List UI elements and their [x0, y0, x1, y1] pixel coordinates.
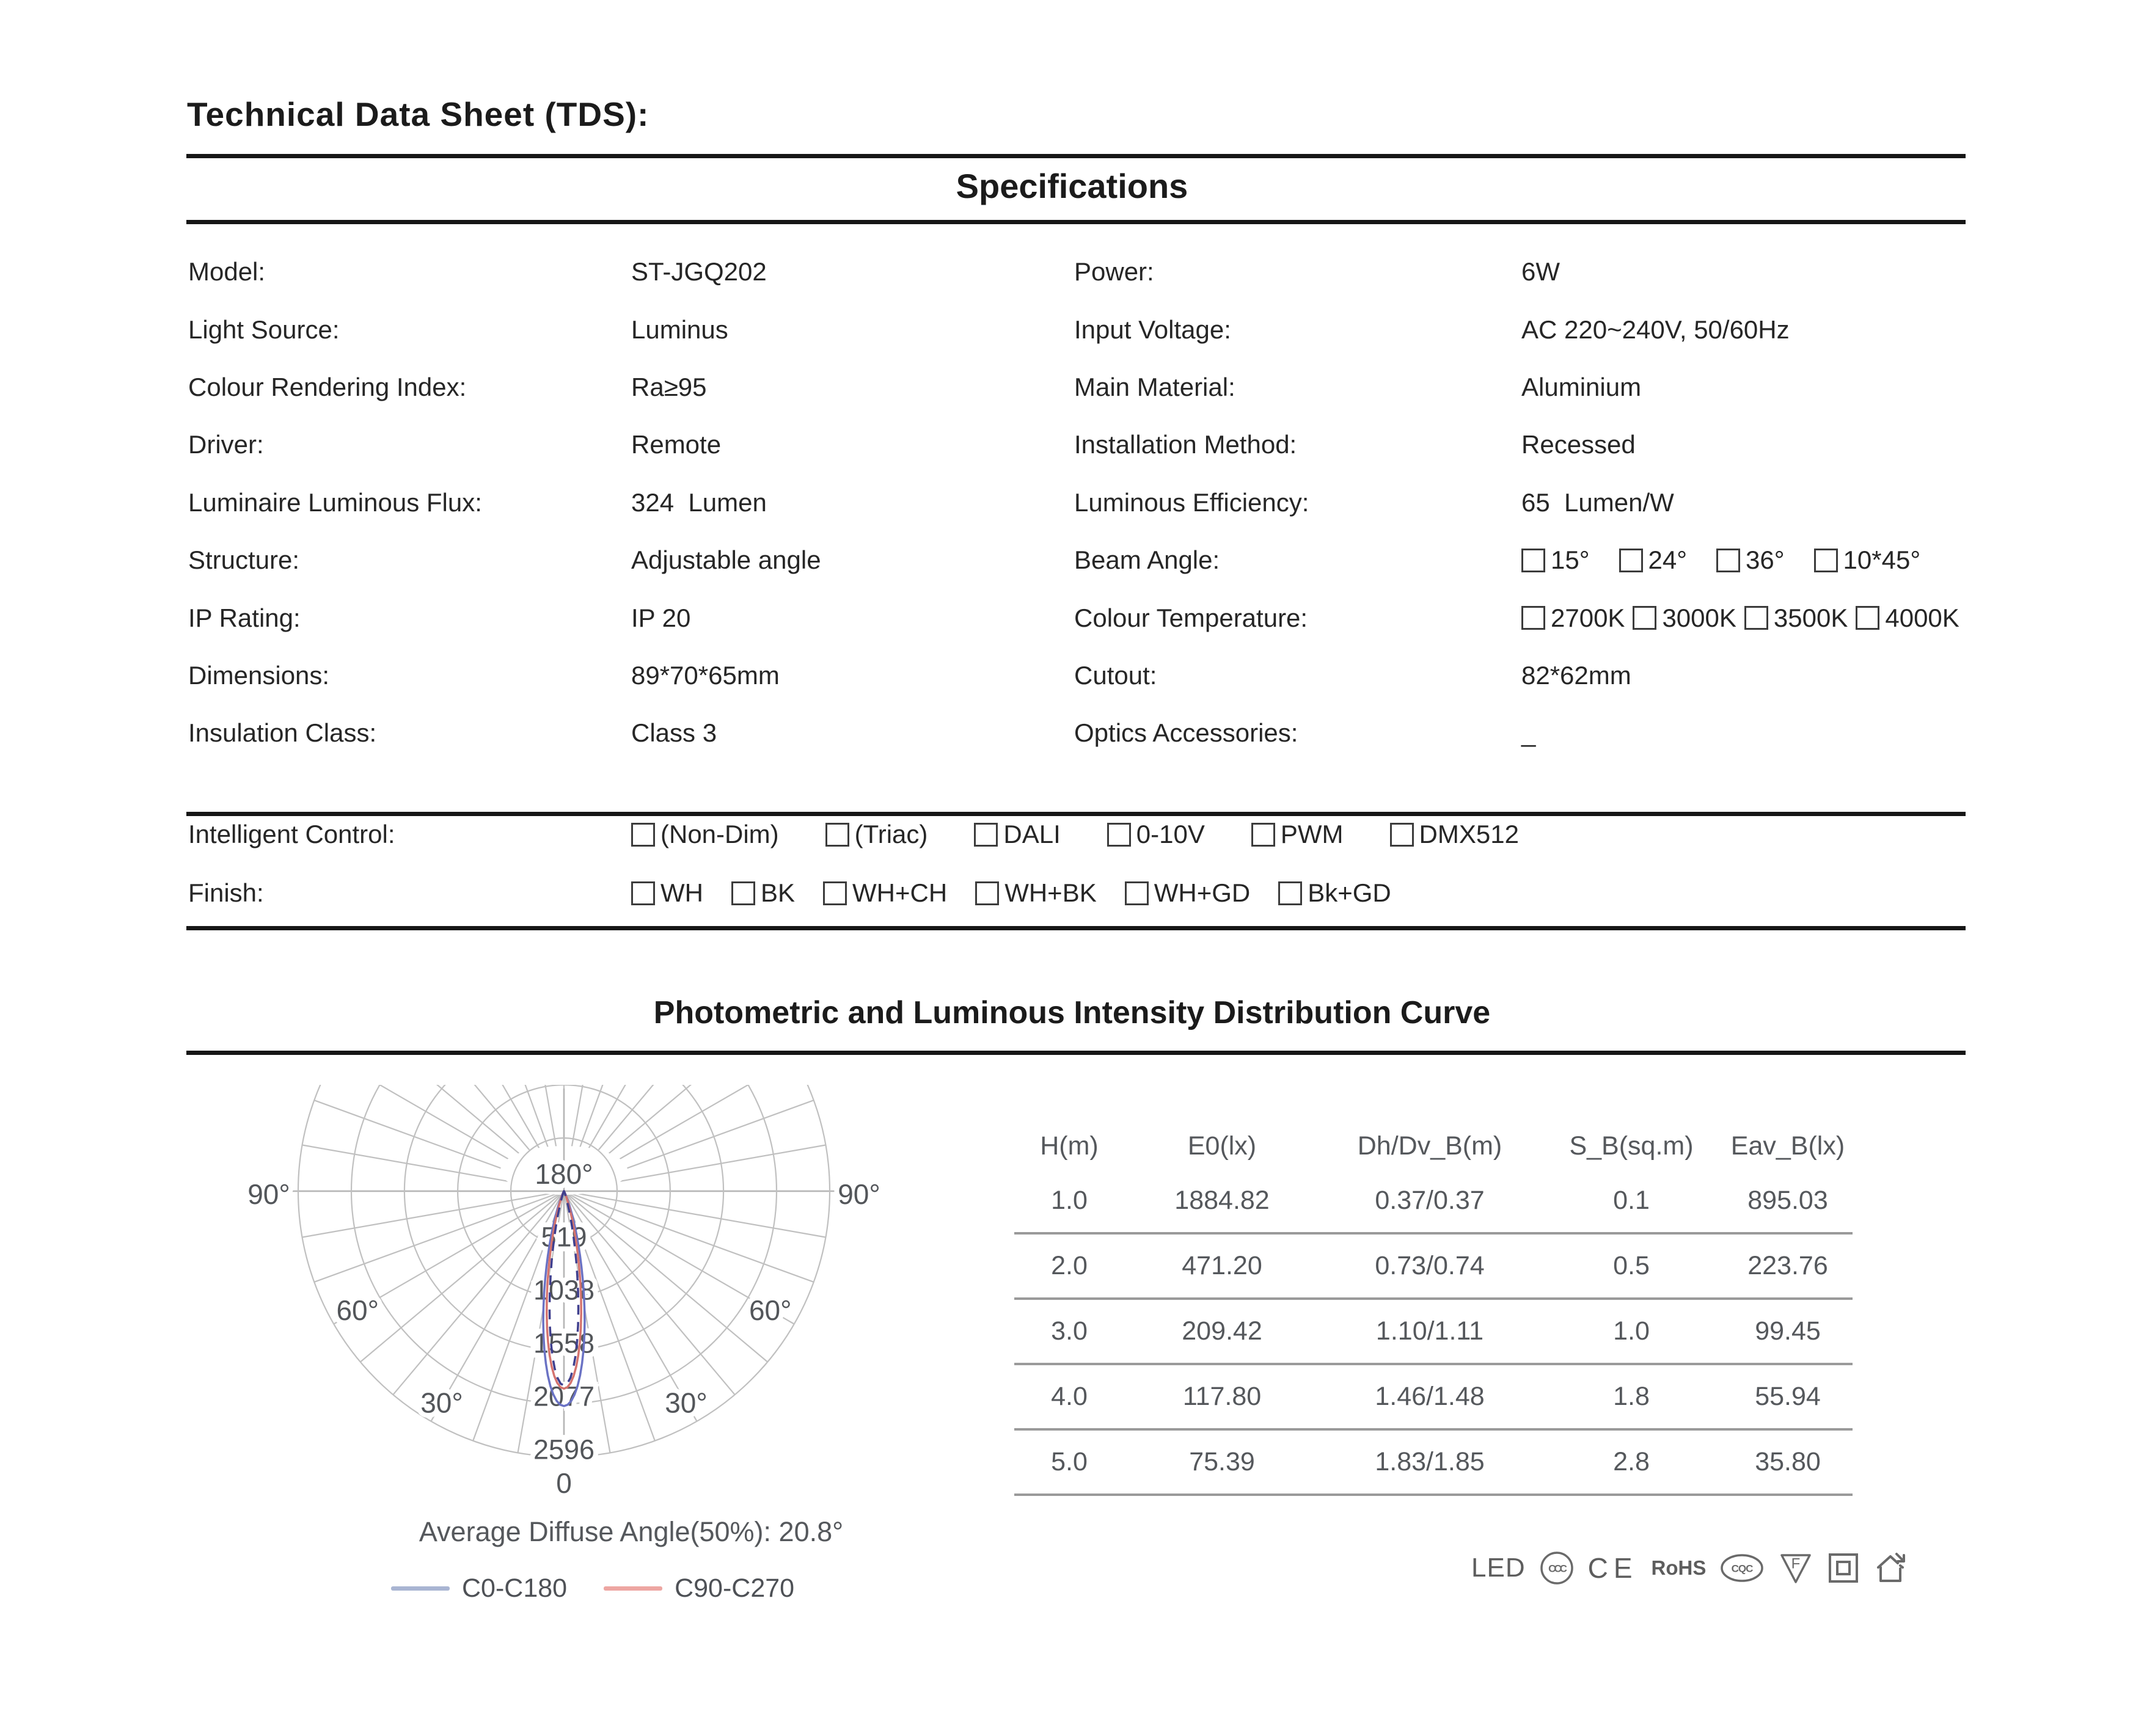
- spec-label: Luminaire Luminous Flux:: [188, 487, 482, 517]
- checkbox-label: WH+CH: [852, 878, 948, 907]
- spec-value: 89*70*65mm: [631, 660, 780, 690]
- page-title: Technical Data Sheet (TDS):: [187, 95, 649, 133]
- checkbox-label: 10*45°: [1843, 545, 1921, 575]
- checkbox-label: 3000K: [1662, 603, 1736, 632]
- checkbox-36deg[interactable]: [1716, 549, 1740, 572]
- table-row: [1014, 1169, 1853, 1235]
- svg-text:F: F: [1791, 1555, 1801, 1572]
- spec-label: Beam Angle:: [1074, 545, 1220, 575]
- checkbox-label: 15°: [1551, 545, 1590, 575]
- svg-text:30°: 30°: [665, 1387, 708, 1419]
- legend-item-c0-c180: [391, 1574, 567, 1603]
- finish-options: [631, 878, 1978, 908]
- beam-angle-option: [1814, 545, 1921, 575]
- checkbox-15deg[interactable]: [1521, 549, 1545, 572]
- spec-label: Finish:: [188, 878, 264, 907]
- table-cell: 1.10/1.11: [1375, 1316, 1484, 1346]
- table-cell: 0.37/0.37: [1375, 1186, 1485, 1215]
- control-option: [631, 820, 779, 849]
- table-cell: 4.0: [1051, 1382, 1088, 1411]
- table-cell: 209.42: [1182, 1316, 1262, 1346]
- svg-text:CCC: CCC: [1548, 1563, 1565, 1575]
- table-row: [1014, 1431, 1853, 1496]
- spec-row-flux-efficiency: [188, 474, 1978, 531]
- table-cell: 55.94: [1755, 1382, 1821, 1411]
- finish-option: [975, 878, 1097, 908]
- spec-label: Model:: [188, 257, 266, 286]
- spec-row-source-voltage: [188, 301, 1978, 358]
- checkbox-wh-bk[interactable]: [975, 881, 999, 905]
- checkbox-4000k[interactable]: [1856, 606, 1879, 630]
- control-option: [825, 820, 928, 849]
- control-option: [1107, 820, 1205, 849]
- spec-value: 65 Lumen/W: [1521, 487, 1674, 517]
- checkbox-label: (Triac): [854, 820, 928, 848]
- legend-label: C90-C270: [675, 1574, 795, 1603]
- table-cell: 99.45: [1755, 1316, 1821, 1346]
- svg-text:90°: 90°: [838, 1178, 880, 1210]
- svg-text:1558: 1558: [533, 1327, 595, 1359]
- intelligent-control-row: [188, 805, 1978, 864]
- divider-line: [186, 1051, 1966, 1055]
- svg-text:0: 0: [556, 1467, 572, 1499]
- spec-value: Recessed: [1521, 430, 1636, 459]
- checkbox-bk[interactable]: [731, 881, 755, 905]
- checkbox-label: 2700K: [1551, 603, 1625, 632]
- spec-label: Structure:: [188, 545, 300, 575]
- checkbox-label: DMX512: [1419, 820, 1519, 848]
- photometric-title: Photometric and Luminous Intensity Distribution Curve: [653, 995, 1491, 1030]
- spec-value: 324 Lumen: [631, 487, 767, 517]
- table-cell: 2.0: [1051, 1251, 1088, 1280]
- table-cell: 5.0: [1051, 1447, 1088, 1476]
- finish-row: [188, 864, 1978, 922]
- checkbox-label: DALI: [1003, 820, 1061, 848]
- divider-line: [186, 926, 1966, 930]
- svg-text:1038: 1038: [533, 1274, 595, 1306]
- f-triangle-icon: [1778, 1550, 1813, 1586]
- spec-label: IP Rating:: [188, 603, 301, 632]
- table-cell: 0.1: [1613, 1186, 1650, 1215]
- beam-angle-option: [1521, 545, 1590, 575]
- table-cell: 75.39: [1189, 1447, 1255, 1476]
- checkbox-label: (Non-Dim): [660, 820, 779, 848]
- table-row: [1014, 1365, 1853, 1431]
- checkbox-dali[interactable]: [974, 823, 998, 847]
- column-header: H(m): [1040, 1131, 1099, 1161]
- checkbox-label: 36°: [1746, 545, 1785, 575]
- spec-label: Light Source:: [188, 315, 340, 344]
- rohs-mark: RoHS: [1651, 1556, 1707, 1579]
- photometric-table-header: [1014, 1125, 1853, 1167]
- diffuse-angle-annotation: Average Diffuse Angle(50%): 20.8°: [419, 1516, 844, 1547]
- spec-label: Colour Temperature:: [1074, 603, 1308, 632]
- spec-label: Power:: [1074, 257, 1154, 286]
- specifications-table: [188, 243, 1978, 762]
- checkbox-3500k[interactable]: [1744, 606, 1768, 630]
- table-cell: 3.0: [1051, 1316, 1088, 1346]
- led-mark: LED: [1471, 1553, 1526, 1583]
- spec-value: IP 20: [631, 603, 691, 632]
- spec-label: Insulation Class:: [188, 718, 377, 748]
- finish-option: [1125, 878, 1251, 908]
- spec-value: Remote: [631, 430, 722, 459]
- table-cell: 1.46/1.48: [1375, 1382, 1485, 1411]
- checkbox-label: WH: [660, 878, 703, 907]
- spec-label: Input Voltage:: [1074, 315, 1231, 344]
- checkbox-pwm[interactable]: [1251, 823, 1275, 847]
- spec-row-model-power: [188, 243, 1978, 301]
- table-cell: 117.80: [1182, 1382, 1262, 1411]
- column-header: Dh/Dv_B(m): [1357, 1131, 1502, 1161]
- legend-line-blue-icon: [391, 1586, 450, 1591]
- checkbox-wh-gd[interactable]: [1125, 881, 1149, 905]
- spec-row-insulation-optics: [188, 704, 1978, 762]
- spec-value: Aluminium: [1521, 372, 1642, 401]
- table-cell: 1.0: [1613, 1316, 1650, 1346]
- beam-angle-options: [1521, 545, 1978, 575]
- checkbox-2700k[interactable]: [1521, 606, 1545, 630]
- checkbox-label: 0-10V: [1136, 820, 1205, 848]
- finish-option: [631, 878, 703, 908]
- spec-row-dimensions-cutout: [188, 647, 1978, 704]
- table-cell: 1.83/1.85: [1375, 1447, 1485, 1476]
- checkbox-dmx512[interactable]: [1390, 823, 1414, 847]
- checkbox-label: Bk+GD: [1308, 878, 1391, 907]
- spec-value: Ra≥95: [631, 372, 707, 401]
- cqc-icon: [1719, 1552, 1765, 1584]
- control-option: [974, 820, 1060, 849]
- table-cell: 1.0: [1051, 1186, 1088, 1215]
- table-row: [1014, 1300, 1853, 1365]
- column-header: S_B(sq.m): [1569, 1131, 1694, 1161]
- spec-label: Colour Rendering Index:: [188, 372, 467, 401]
- legend-label: C0-C180: [462, 1574, 568, 1603]
- table-cell: 1884.82: [1174, 1186, 1270, 1215]
- beam-angle-option: [1619, 545, 1688, 575]
- spec-label: Driver:: [188, 430, 264, 459]
- checkbox-3000k[interactable]: [1633, 606, 1656, 630]
- spec-value: 82*62mm: [1521, 660, 1631, 690]
- spec-label: Main Material:: [1074, 372, 1235, 401]
- colour-temp-option: [1633, 604, 1736, 633]
- spec-value: Class 3: [631, 718, 717, 748]
- spec-label: Optics Accessories:: [1074, 718, 1298, 748]
- svg-text:180°: 180°: [535, 1158, 593, 1190]
- svg-text:CQC: CQC: [1731, 1563, 1753, 1575]
- svg-text:90°: 90°: [247, 1178, 290, 1210]
- checkbox-label: BK: [760, 878, 796, 907]
- checkbox-0-10v[interactable]: [1107, 823, 1131, 847]
- svg-text:30°: 30°: [420, 1387, 463, 1419]
- polar-intensity-chart: [202, 1085, 953, 1653]
- ccc-icon: [1539, 1550, 1575, 1586]
- spec-row-structure-beamangle: [188, 531, 1978, 589]
- finish-option: [1278, 878, 1391, 908]
- intelligent-control-options: [631, 820, 1978, 849]
- beam-angle-option: [1716, 545, 1785, 575]
- column-header: Eav_B(lx): [1730, 1131, 1845, 1161]
- colour-temp-option: [1521, 604, 1625, 633]
- control-option: [1251, 820, 1344, 849]
- colour-temperature-options: [1521, 604, 1978, 633]
- checkbox-label: 24°: [1648, 545, 1688, 575]
- specifications-title: Specifications: [956, 167, 1188, 205]
- finish-option: [823, 878, 947, 908]
- spec-label: Intelligent Control:: [188, 820, 395, 848]
- indoor-use-house-icon: [1873, 1550, 1911, 1586]
- divider-line: [186, 220, 1966, 224]
- checkbox-label: WH+BK: [1004, 878, 1097, 907]
- spec-value: Luminus: [631, 315, 728, 344]
- spec-value: _: [1521, 718, 1536, 748]
- colour-temp-option: [1856, 604, 1959, 633]
- spec-label: Installation Method:: [1074, 430, 1297, 459]
- svg-text:2077: 2077: [533, 1380, 595, 1412]
- spec-label: Cutout:: [1074, 660, 1157, 690]
- class-ii-insulation-icon: [1827, 1552, 1860, 1585]
- spec-row-iprating-colourtemp: [188, 589, 1978, 646]
- svg-text:2596: 2596: [533, 1434, 595, 1465]
- checkbox-24deg[interactable]: [1619, 549, 1643, 572]
- checkbox-label: 4000K: [1885, 603, 1959, 632]
- svg-text:60°: 60°: [748, 1294, 792, 1326]
- checkbox-label: WH+GD: [1154, 878, 1251, 907]
- certification-marks: [1471, 1550, 1911, 1586]
- spec-row-cri-material: [188, 359, 1978, 416]
- finish-option: [731, 878, 795, 908]
- table-cell: 0.5: [1613, 1251, 1650, 1280]
- spec-value: 6W: [1521, 257, 1560, 286]
- spec-value: ST-JGQ202: [631, 257, 767, 286]
- checkbox-non-dim[interactable]: [631, 823, 655, 847]
- checkbox-triac[interactable]: [825, 823, 849, 847]
- table-cell: 0.73/0.74: [1375, 1251, 1485, 1280]
- control-option: [1390, 820, 1519, 849]
- table-cell: 35.80: [1755, 1447, 1821, 1476]
- legend-item-c90-c270: [604, 1574, 794, 1603]
- checkbox-10x45deg[interactable]: [1814, 549, 1838, 572]
- table-row: [1014, 1235, 1853, 1300]
- checkbox-bk-gd[interactable]: [1278, 881, 1302, 905]
- table-cell: 1.8: [1613, 1382, 1650, 1411]
- svg-text:60°: 60°: [336, 1294, 379, 1326]
- photometric-table: [1014, 1125, 1853, 1496]
- ce-mark-icon: CE: [1587, 1552, 1638, 1584]
- table-cell: 223.76: [1747, 1251, 1828, 1280]
- divider-line: [186, 154, 1966, 158]
- table-cell: 895.03: [1747, 1186, 1828, 1215]
- spec-row-driver-installation: [188, 416, 1978, 473]
- checkbox-label: PWM: [1280, 820, 1344, 848]
- spec-value: Adjustable angle: [631, 545, 821, 575]
- column-header: E0(lx): [1187, 1131, 1257, 1161]
- spec-label: Luminous Efficiency:: [1074, 487, 1309, 517]
- checkbox-wh[interactable]: [631, 881, 655, 905]
- spec-value: AC 220~240V, 50/60Hz: [1521, 315, 1790, 344]
- svg-text:519: 519: [541, 1221, 587, 1253]
- checkbox-label: 3500K: [1773, 603, 1848, 632]
- table-cell: 471.20: [1182, 1251, 1262, 1280]
- spec-label: Dimensions:: [188, 660, 330, 690]
- table-cell: 2.8: [1613, 1447, 1650, 1476]
- colour-temp-option: [1744, 604, 1848, 633]
- control-finish-block: [188, 805, 1978, 922]
- legend-line-red-icon: [604, 1586, 662, 1591]
- chart-legend: [391, 1574, 794, 1603]
- checkbox-wh-ch[interactable]: [823, 881, 847, 905]
